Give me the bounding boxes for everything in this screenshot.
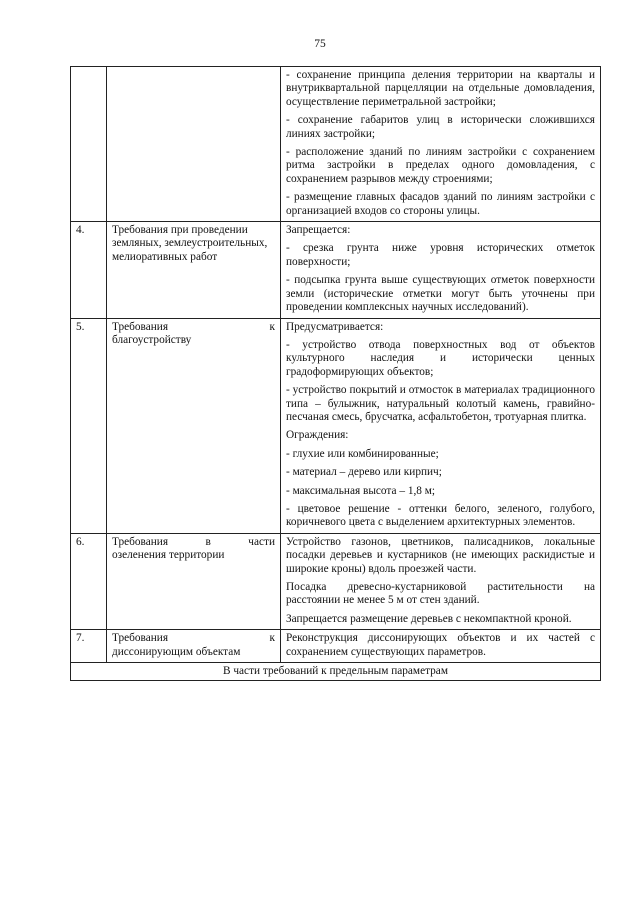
requirement-item: - материал – дерево или кирпич; — [286, 466, 442, 479]
row-requirements — [281, 533, 601, 629]
row-name-word: к — [269, 320, 275, 333]
requirement-item: - глухие или комбинированные; — [286, 447, 439, 460]
requirement-item: Запрещается размещение деревьев с некомпактной кроной. — [286, 612, 572, 625]
requirement-item: - цветовое решение - оттенки белого, зеленого, голубого, коричневого цвета с выделением архитектурных элементов. — [286, 502, 595, 529]
row-requirements — [281, 318, 601, 533]
row-name — [107, 533, 281, 629]
requirement-item: Ограждения: — [286, 429, 349, 442]
requirement-item: - сохранение габаритов улиц в исторически сложившихся линиях застройки; — [286, 114, 595, 140]
requirement-item: - подсыпка грунта выше существующих отметок поверхности земли (исторические отметки могут быть уточнены при проведении комплексных научных исследований). — [286, 274, 595, 314]
row-name-word: Требования — [112, 320, 169, 333]
section-header-row — [71, 663, 601, 681]
row-name-word: в — [205, 535, 211, 548]
row-name-word: к — [269, 632, 275, 645]
table-row — [71, 222, 601, 318]
table-row — [71, 318, 601, 533]
row-number: 4. — [71, 222, 107, 318]
requirement-item: - максимальная высота – 1,8 м; — [286, 484, 436, 497]
requirement-item: - устройство отвода поверхностных вод от объектов культурного наследия и исторически ценных градоформирующих объектов; — [286, 338, 595, 378]
page-number: 75 — [314, 38, 326, 50]
row-name-line: благоустройству — [112, 333, 192, 346]
row-name-word: части — [248, 535, 275, 548]
row-requirements — [281, 67, 601, 222]
row-name-line: диссонирующим объектам — [112, 645, 241, 658]
row-name: Требования при проведении земляных, землеустроительных, мелиоративных работ — [107, 222, 281, 318]
row-number — [71, 67, 107, 222]
requirement-item: - сохранение принципа деления территории на кварталы и внутриквартальной парцелляции на отдельные домовладения, осуществление периметральной застройки; — [286, 69, 595, 108]
row-requirements — [281, 630, 601, 663]
requirement-item: Предусматривается: — [286, 320, 384, 333]
requirement-item: Посадка древесно-кустарниковой растительности на расстоянии не менее 5 м от стен зданий. — [286, 581, 595, 607]
table-row — [71, 67, 601, 222]
section-header: В части требований к предельным параметрам — [71, 663, 601, 681]
requirement-item: - устройство покрытий и отмосток в материалах традиционного типа – булыжник, натуральный колотый камень, гравийно-песчаная смесь, брусчатка, асфальтобетон, тротуарная плитка. — [286, 384, 595, 423]
row-name-word: Требования — [112, 632, 169, 645]
row-number: 6. — [71, 533, 107, 629]
table-row — [71, 533, 601, 629]
requirement-item: Устройство газонов, цветников, палисадников, локальные посадки деревьев и кустарников (не имеющих раскидистые и широкие кроны) вдоль проезжей части. — [286, 535, 595, 575]
row-name — [107, 630, 281, 663]
row-number: 5. — [71, 318, 107, 533]
requirement-item: - расположение зданий по линиям застройки с сохранением ритма застройки в пределах одного домовладения, с сохранением разрывов между строениями; — [286, 146, 595, 185]
row-name-line: озеленения территории — [112, 549, 225, 562]
requirement-item: - размещение главных фасадов зданий по линиям застройки с организацией входов со стороны улицы. — [286, 191, 595, 217]
row-name — [107, 67, 281, 222]
requirement-item: - срезка грунта ниже уровня исторических отметок поверхности; — [286, 242, 595, 268]
requirement-item: Реконструкция диссонирующих объектов и их частей с сохранением существующих параметров. — [286, 632, 595, 658]
table-row — [71, 630, 601, 663]
row-name — [107, 318, 281, 533]
row-number: 7. — [71, 630, 107, 663]
requirement-item: Запрещается: — [286, 224, 351, 237]
requirements-table — [70, 66, 601, 681]
row-name-word: Требования — [112, 535, 169, 548]
row-requirements — [281, 222, 601, 318]
